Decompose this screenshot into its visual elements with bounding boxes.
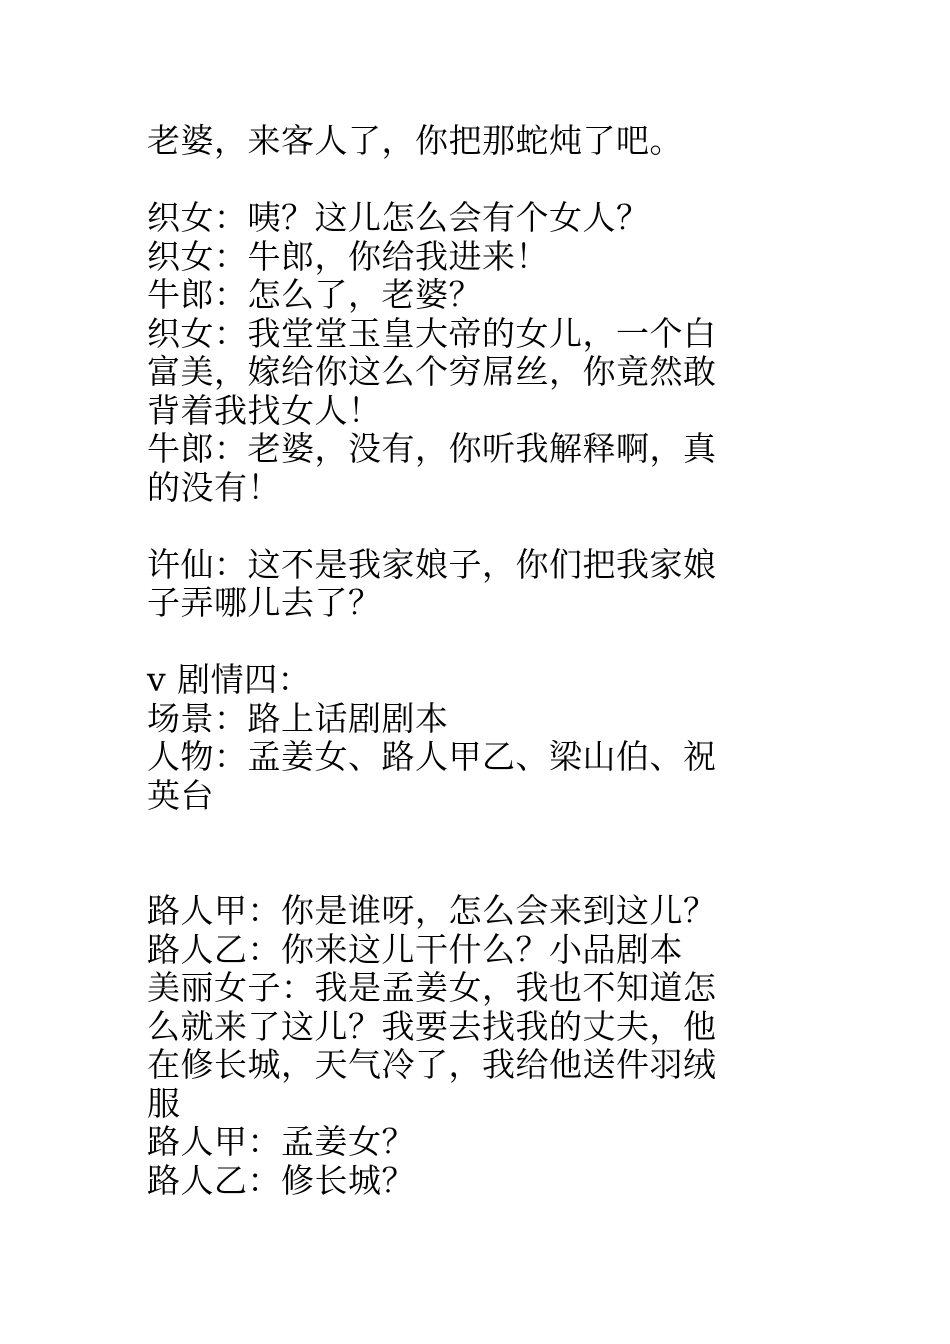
text-line: 么就来了这儿？我要去找我的丈夫，他 — [147, 1006, 717, 1046]
text-line: 服 — [147, 1083, 181, 1123]
text-line: 牛郎：老婆，没有，你听我解释啊，真 — [147, 429, 717, 468]
blank-line — [147, 161, 817, 200]
text-line: 英台 — [147, 775, 214, 815]
text-line: 路人甲：你是谁呀，怎么会来到这儿？ — [147, 891, 717, 930]
blank-lines — [147, 815, 817, 892]
text-line: 织女：咦？这儿怎么会有个女人？ — [147, 198, 650, 237]
text-line: 的没有！ — [147, 467, 281, 507]
text-line: 老婆，来客人了，你把那蛇炖了吧。 — [147, 121, 683, 160]
text-line: 场景：路上话剧剧本 — [147, 698, 449, 738]
section-heading: v 剧情四： — [147, 660, 312, 699]
text-line: 人物：孟姜女、路人甲乙、梁山伯、祝 — [147, 737, 717, 776]
text-line: 路人乙：修长城？ — [147, 1160, 415, 1200]
text-line: 路人乙：你来这儿干什么？小品剧本 — [147, 929, 683, 969]
document-body — [147, 122, 817, 1200]
blank-line — [147, 623, 817, 662]
text-line: 织女：牛郎，你给我进来！ — [147, 236, 549, 276]
text-line: 牛郎：怎么了，老婆？ — [147, 275, 482, 314]
text-line: 背着我找女人！ — [147, 390, 382, 430]
text-line: 许仙：这不是我家娘子，你们把我家娘 — [147, 544, 717, 584]
text-line: 在修长城，天气冷了，我给他送件羽绒 — [147, 1045, 717, 1084]
text-line: 美丽女子：我是孟姜女，我也不知道怎 — [147, 968, 717, 1007]
text-line: 织女：我堂堂玉皇大帝的女儿，一个白 — [147, 313, 717, 353]
blank-line — [147, 507, 817, 546]
text-line: 富美，嫁给你这么个穷屌丝，你竟然敢 — [147, 352, 717, 391]
text-line: 子弄哪儿去了？ — [147, 583, 382, 622]
text-line: 路人甲：孟姜女？ — [147, 1122, 415, 1161]
